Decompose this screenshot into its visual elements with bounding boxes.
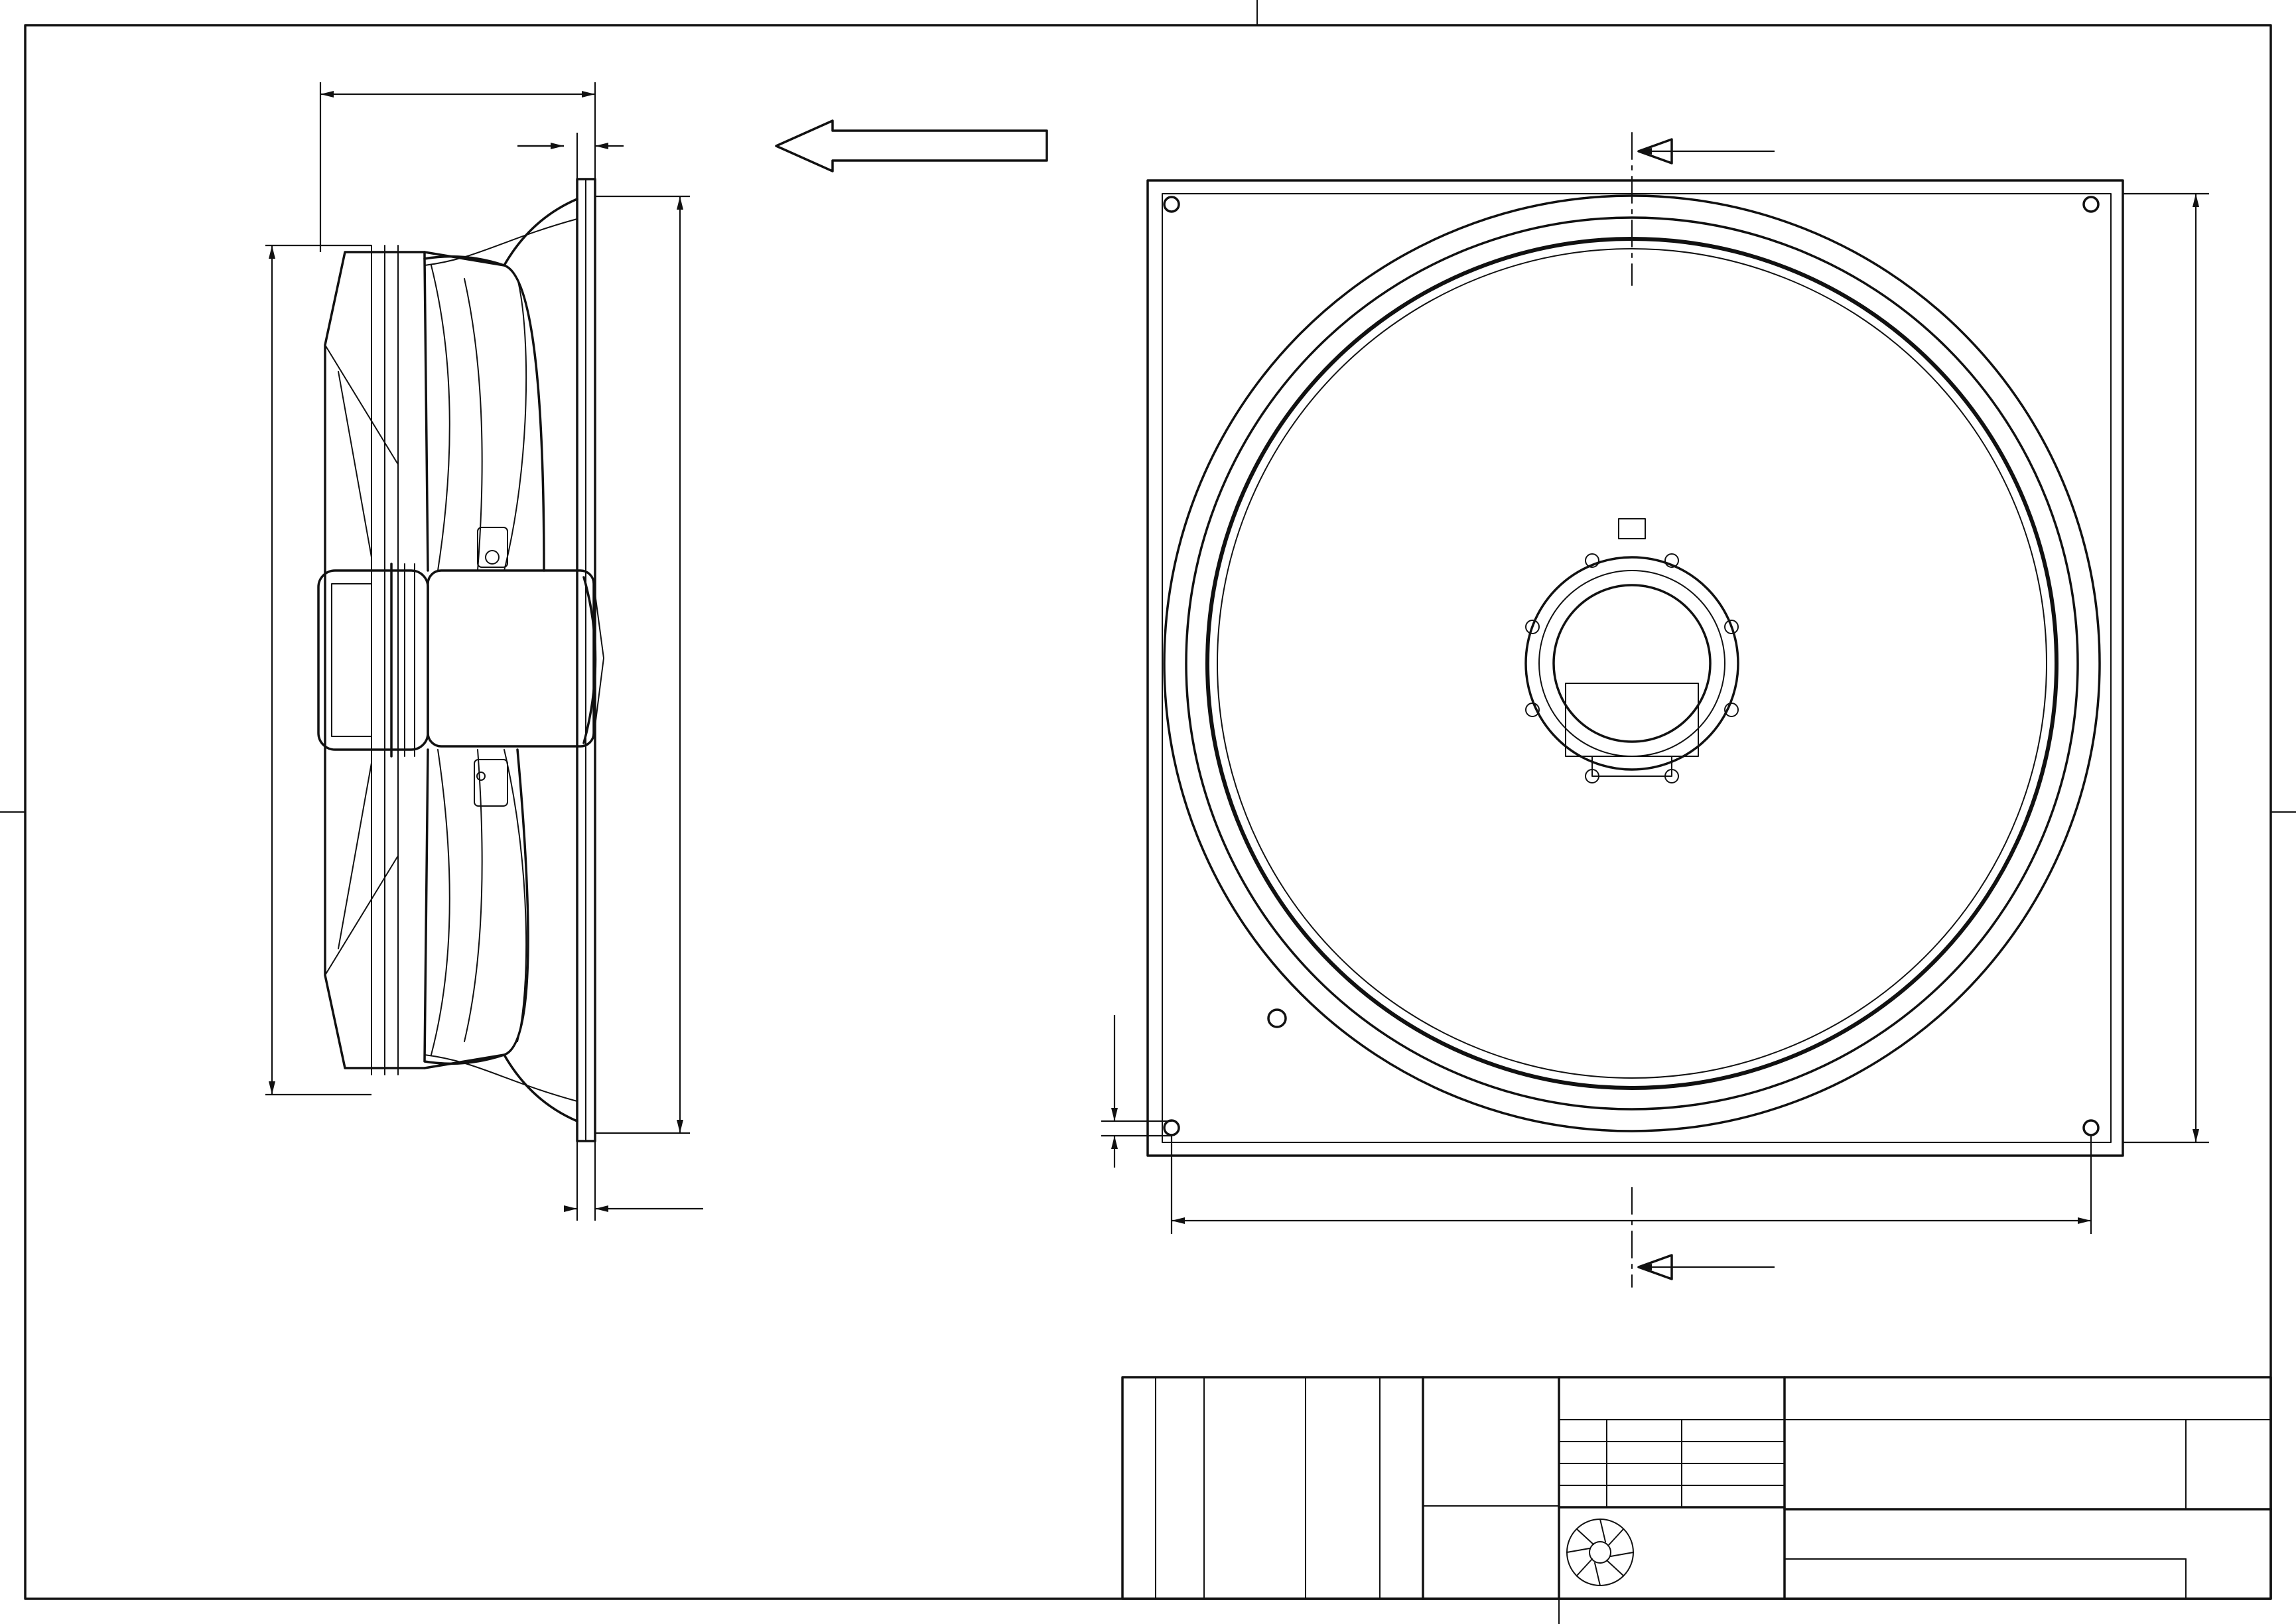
- mounting-plate: [1148, 180, 2123, 1156]
- mounting-hole: [1164, 1120, 1179, 1135]
- title-block: [1122, 1377, 2271, 1624]
- mounting-hole: [2084, 197, 2098, 212]
- side-view: [265, 82, 703, 1221]
- mounting-hole: [1164, 197, 1179, 212]
- front-view: [1101, 133, 2209, 1287]
- flow-direction: [776, 121, 1047, 171]
- company-logo-icon: [1567, 1519, 1633, 1586]
- mounting-hole: [2084, 1120, 2098, 1135]
- flow-direction-arrow: [776, 121, 1047, 171]
